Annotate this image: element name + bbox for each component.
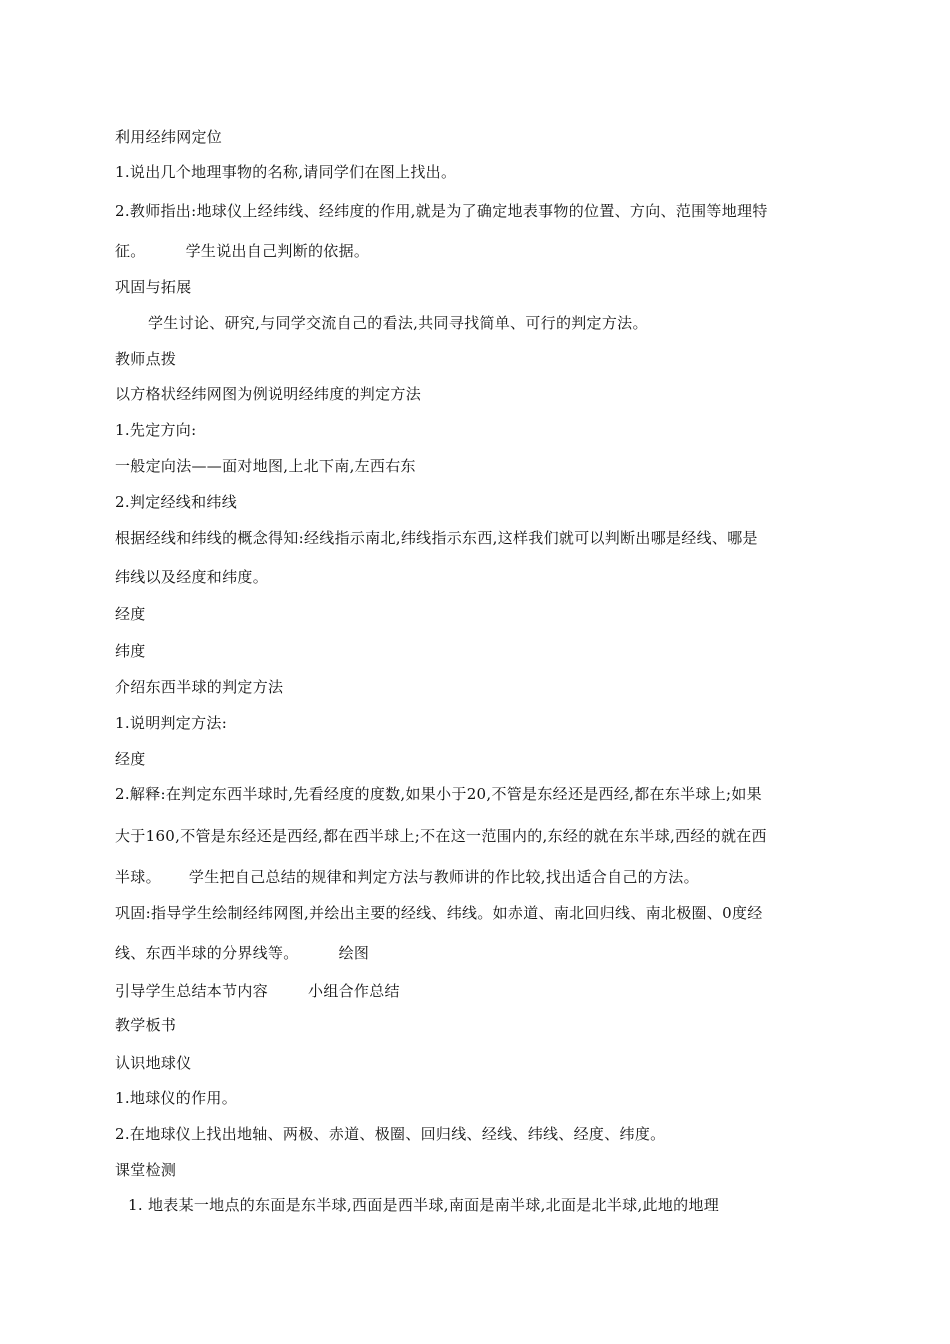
paragraph-text: 线、东西半球的分界线等。: [115, 944, 299, 962]
paragraph-text: 引导学生总结本节内容: [115, 982, 269, 1000]
section-heading: 巩固与拓展: [115, 278, 192, 296]
paragraph: 1.先定方向:: [115, 421, 197, 439]
paragraph: 大于160,不管是东经还是西经,都在西半球上;不在这一范围内的,东经的就在东半球,西经的就在西: [115, 827, 767, 845]
paragraph: 巩固:指导学生绘制经纬网图,并绘出主要的经线、纬线。如赤道、南北回归线、南北极圈、0度经: [115, 904, 763, 922]
question-text: 1. 地表某一地点的东面是东半球,西面是西半球,南面是南半球,北面是北半球,此地的地理: [128, 1196, 720, 1214]
section-heading: 介绍东西半球的判定方法: [115, 678, 284, 696]
section-heading: 认识地球仪: [115, 1054, 192, 1072]
term-label: 经度: [115, 750, 146, 768]
paragraph: 1.说出几个地理事物的名称,请同学们在图上找出。: [115, 163, 457, 181]
paragraph: 2.判定经线和纬线: [115, 493, 238, 511]
section-heading: 课堂检测: [115, 1161, 177, 1179]
paragraph: 2.解释:在判定东西半球时,先看经度的度数,如果小于20,不管是东经还是西经,都在东半球上;如果: [115, 785, 762, 803]
section-heading: 利用经纬网定位: [115, 128, 223, 146]
paragraph: [115, 980, 838, 1002]
student-activity-text: 学生说出自己判断的依据。: [185, 242, 370, 260]
student-activity-text: 学生把自己总结的规律和判定方法与教师讲的作比较,找出适合自己的方法。: [188, 868, 699, 886]
section-heading: 教学板书: [115, 1016, 177, 1034]
paragraph: [115, 866, 838, 888]
paragraph: 一般定向法——面对地图,上北下南,左西右东: [115, 457, 416, 475]
section-heading: 教师点拨: [115, 350, 177, 368]
paragraph: 纬线以及经度和纬度。: [115, 568, 269, 586]
paragraph: 1.地球仪的作用。: [115, 1089, 238, 1107]
paragraph: 根据经线和纬线的概念得知:经线指示南北,纬线指示东西,这样我们就可以判断出哪是经线、哪是: [115, 529, 758, 547]
paragraph-text: 半球。: [115, 868, 161, 886]
paragraph: 2.在地球仪上找出地轴、两极、赤道、极圈、回归线、经线、纬线、经度、纬度。: [115, 1125, 666, 1143]
paragraph: [115, 942, 838, 964]
paragraph: [115, 240, 838, 262]
student-activity-text: 绘图: [338, 944, 370, 962]
paragraph: 学生讨论、研究,与同学交流自己的看法,共同寻找简单、可行的判定方法。: [148, 314, 648, 332]
term-label: 经度: [115, 605, 146, 623]
student-activity-text: 小组合作总结: [308, 982, 400, 1000]
term-label: 纬度: [115, 642, 146, 660]
paragraph: 2.教师指出:地球仪上经纬线、经纬度的作用,就是为了确定地表事物的位置、方向、范围等地理特: [115, 202, 768, 220]
paragraph: 1.说明判定方法:: [115, 714, 228, 732]
paragraph: 以方格状经纬网图为例说明经纬度的判定方法: [115, 385, 422, 403]
paragraph-text: 征。: [115, 242, 146, 260]
